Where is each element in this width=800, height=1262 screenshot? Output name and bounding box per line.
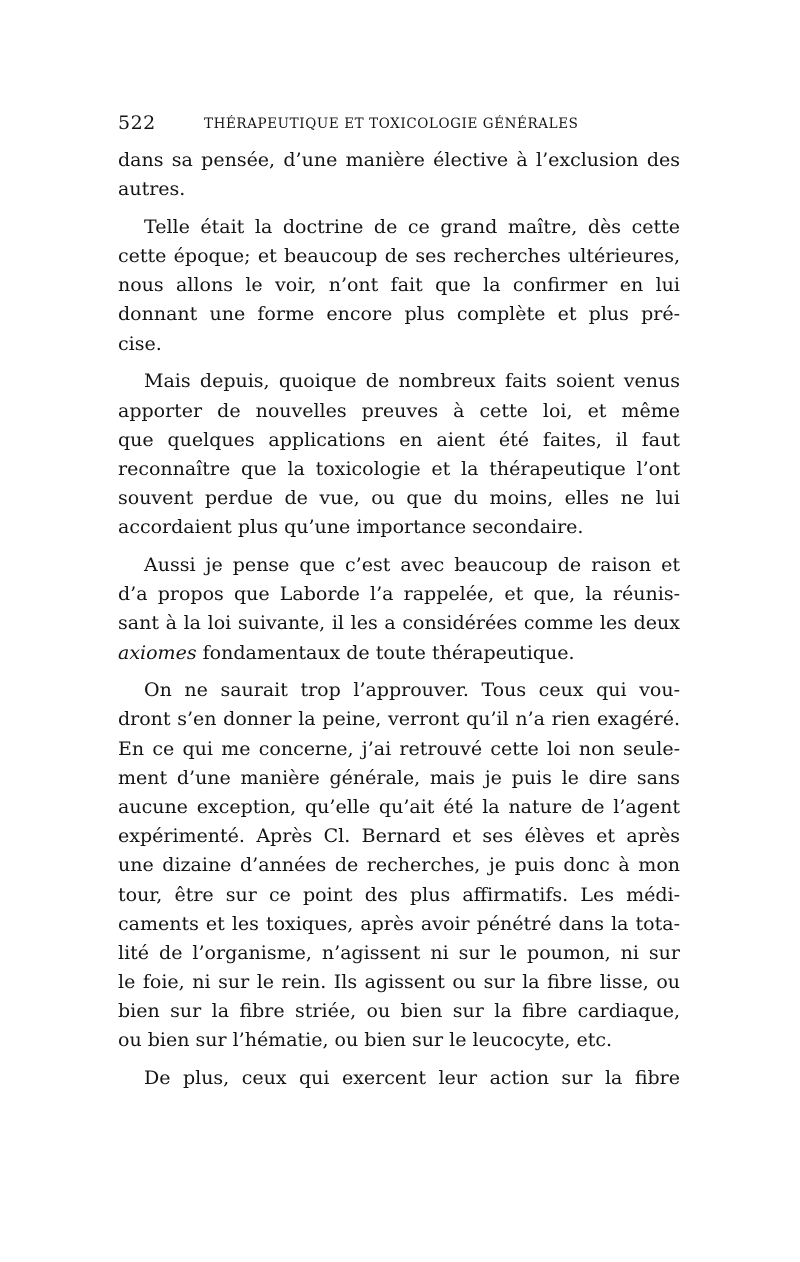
text-line: En ce qui me concerne, j’ai retrouvé cette loi non seule- [118, 737, 680, 760]
text-line: Mais depuis, quoique de nombreux faits soient venus [144, 370, 680, 393]
text-line: apporter de nouvelles preuves à cette loi, et même [118, 399, 680, 422]
text-line: donnant une forme encore plus complète et plus pré- [118, 303, 680, 326]
running-title: THÉRAPEUTIQUE ET TOXICOLOGIE GÉNÉRALES [204, 116, 579, 132]
paragraph-6 [118, 1064, 680, 1093]
paragraph-3 [118, 367, 680, 542]
running-head [118, 112, 680, 138]
paragraph-5 [118, 676, 680, 1055]
paragraph-1 [118, 146, 680, 204]
paragraph-4 [118, 551, 680, 668]
text-line: Aussi je pense que c’est avec beaucoup de raison et [144, 553, 680, 576]
text-line: le foie, ni sur le rein. Ils agissent ou sur la fibre lisse, ou [118, 971, 680, 994]
text-line: reconnaître que la toxicologie et la thérapeutique l’ont [118, 457, 680, 480]
text-line: De plus, ceux qui exercent leur action sur la fibre [144, 1067, 680, 1090]
text-line: expérimenté. Après Cl. Bernard et ses élèves et après [118, 825, 680, 848]
text-line: ment d’une manière générale, mais je puis le dire sans [118, 766, 680, 789]
paragraph-2 [118, 213, 680, 359]
text-line: sant à la loi suivante, il les a considérées comme les deux [118, 612, 680, 635]
text-line: tour, être sur ce point des plus affirmatifs. Les médi- [118, 883, 680, 906]
text-line: nous allons le voir, n’ont fait que la confirmer en lui [118, 274, 680, 297]
text-line: cise. [118, 332, 162, 355]
text-line: autres. [118, 178, 186, 201]
text-line: accordaient plus qu’une importance secondaire. [118, 516, 584, 539]
text-line: bien sur la fibre striée, ou bien sur la fibre cardiaque, [118, 1000, 680, 1023]
text-line: d’a propos que Laborde l’a rappelée, et que, la réunis- [118, 583, 680, 606]
text-line: ou bien sur l’hématie, ou bien sur le leucocyte, etc. [118, 1029, 613, 1052]
text-line: dans sa pensée, d’une manière élective à l’exclusion des [118, 149, 680, 171]
text-line-rest: fondamentaux de toute thérapeutique. [196, 641, 575, 664]
text-line: que quelques applications en aient été faites, il faut [118, 428, 680, 451]
text-line: On ne saurait trop l’approuver. Tous ceux qui vou- [144, 679, 680, 702]
text-line: caments et les toxiques, après avoir pénétré dans la tota- [118, 912, 680, 935]
text-line: aucune exception, qu’elle qu’ait été la nature de l’agent [118, 795, 680, 818]
text-line: souvent perdue de vue, ou que du moins, elles ne lui [118, 487, 680, 510]
page-number: 522 [118, 112, 156, 134]
text-line: dront s’en donner la peine, verront qu’il n’a rien exagéré. [118, 708, 680, 731]
book-page [118, 112, 680, 1102]
italic-term: axiomes [118, 641, 197, 664]
text-line: lité de l’organisme, n’agissent ni sur le poumon, ni sur [118, 941, 680, 964]
text-line: Telle était la doctrine de ce grand maître, dès cette [144, 215, 680, 238]
text-line: cette époque; et beaucoup de ses recherches ultérieures, [118, 245, 680, 268]
text-line [118, 639, 680, 668]
text-line: une dizaine d’années de recherches, je puis donc à mon [118, 854, 680, 877]
